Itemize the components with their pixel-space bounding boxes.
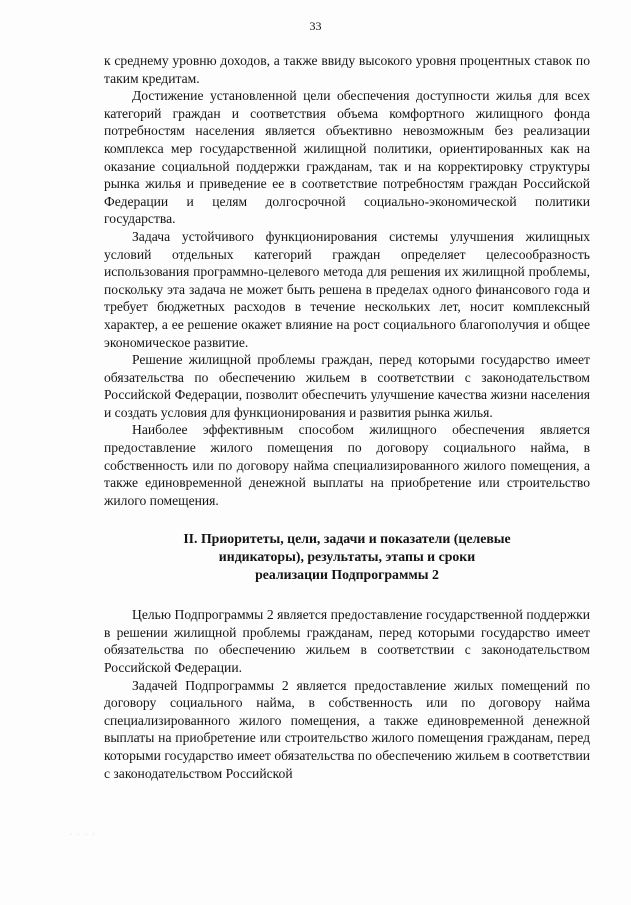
section-heading-line: реализации Подпрограммы 2 <box>255 566 439 582</box>
paragraph: Задачей Подпрограммы 2 является предоставление жилых помещений по договору социального найма, в собственность или по договору найма специализированного жилого помещения, а также единовременной денежной выплаты на приобретение или строительство жилого помещения гражданам, перед которыми государство имеет обязательства по обеспечению жильем в соответствии с законодательством Российской <box>104 677 590 781</box>
document-body <box>104 52 590 782</box>
section-heading-line: индикаторы), результаты, этапы и сроки <box>218 549 476 565</box>
paragraph: Решение жилищной проблемы граждан, перед которыми государство имеет обязательства по обеспечению жильем в соответствии с законодательством Российской Федерации, позволит обеспечить улучшение качества жизни населения и создать условия для функционирования и развития рынка жилья. <box>104 352 590 420</box>
paragraph: Наиболее эффективным способом жилищного обеспечения является предоставление жилого помещения по договору социального найма, в собственность или по договору найма специализированного жилого помещения, а также единовременной денежной выплаты на приобретение или строительство жилого помещения. <box>104 422 590 508</box>
page-number: 33 <box>309 19 322 33</box>
section-heading-line: II. Приоритеты, цели, задачи и показатели (целевые <box>183 531 511 547</box>
paragraph: Задача устойчивого функционирования системы улучшения жилищных условий отдельных категорий граждан определяет целесообразность использования программно-целевого метода для решения их жилищной проблемы, поскольку эта задача не может быть решена в пределах одного финансового года и требует бюджетных расходов в течение нескольких лет, носит комплексный характер, а ее решение окажет влияние на рост социального благополучия и общее экономическое развитие. <box>104 228 590 350</box>
scan-artifact: · · · · <box>70 832 97 838</box>
paragraph-continuation: к среднему уровню доходов, а также ввиду высокого уровня процентных ставок по таким кредитам. <box>104 53 590 86</box>
paragraph: Достижение установленной цели обеспечения доступности жилья для всех категорий граждан и соответствия объема комфортного жилищного фонда потребностям населения является объективно невозможным без реализации комплекса мер государственной жилищной политики, ориентированных как на оказание социальной поддержки гражданам, так и на корректировку структуры рынка жилья и приведение ее в соответствие потребностям граждан Российской Федерации и целям долгосрочной социально-экономической политики государства. <box>104 88 590 227</box>
paragraph: Целью Подпрограммы 2 является предоставление государственной поддержки в решении жилищной проблемы гражданам, перед которыми государство имеет обязательства по обеспечению жильем в соответствии с законодательством Российской Федерации. <box>104 607 590 675</box>
section-heading <box>104 530 590 583</box>
